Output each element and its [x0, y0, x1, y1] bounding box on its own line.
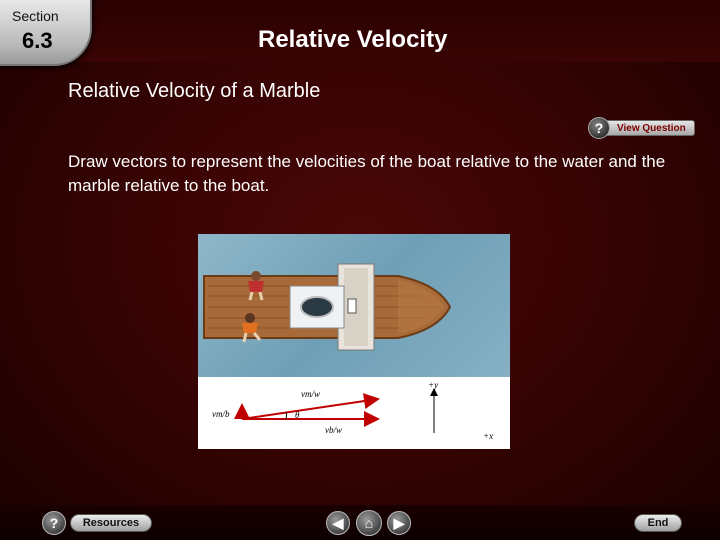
- slide-body-text: Draw vectors to represent the velocities of the boat relative to the water and the marble relative to the boat.: [68, 152, 666, 195]
- slide-subtitle: Relative Velocity of a Marble: [68, 80, 321, 102]
- label-vbw: vb/w: [325, 425, 342, 435]
- help-icon: ?: [49, 515, 59, 531]
- water-photo: [198, 234, 510, 377]
- section-number: 6.3: [22, 28, 53, 53]
- vector-diagram: [198, 377, 510, 449]
- section-label: Section: [12, 8, 59, 24]
- forward-icon: ▶: [393, 514, 405, 531]
- vector-vmw: [242, 399, 378, 419]
- vector-diagram-svg: [198, 377, 510, 449]
- label-plus-y: +y: [428, 380, 439, 390]
- home-icon: ⌂: [364, 515, 374, 531]
- question-icon: ?: [588, 117, 610, 139]
- boat-illustration: [198, 234, 510, 377]
- help-button[interactable]: [42, 511, 66, 535]
- label-theta: θ: [295, 410, 300, 420]
- resources-button[interactable]: Resources: [70, 514, 152, 532]
- boat-figure: [198, 234, 510, 449]
- view-question-label: View Question: [604, 120, 695, 136]
- end-button[interactable]: End: [634, 514, 682, 532]
- label-plus-x: +x: [483, 431, 494, 441]
- label-vmw: vm/w: [301, 389, 320, 399]
- view-question-button[interactable]: [588, 117, 696, 139]
- page-title: Relative Velocity: [258, 26, 448, 53]
- back-icon: ◀: [332, 514, 344, 531]
- label-vmb: vm/b: [212, 409, 230, 419]
- home-button[interactable]: [356, 510, 382, 536]
- forward-button[interactable]: [387, 511, 411, 535]
- back-button[interactable]: [326, 511, 350, 535]
